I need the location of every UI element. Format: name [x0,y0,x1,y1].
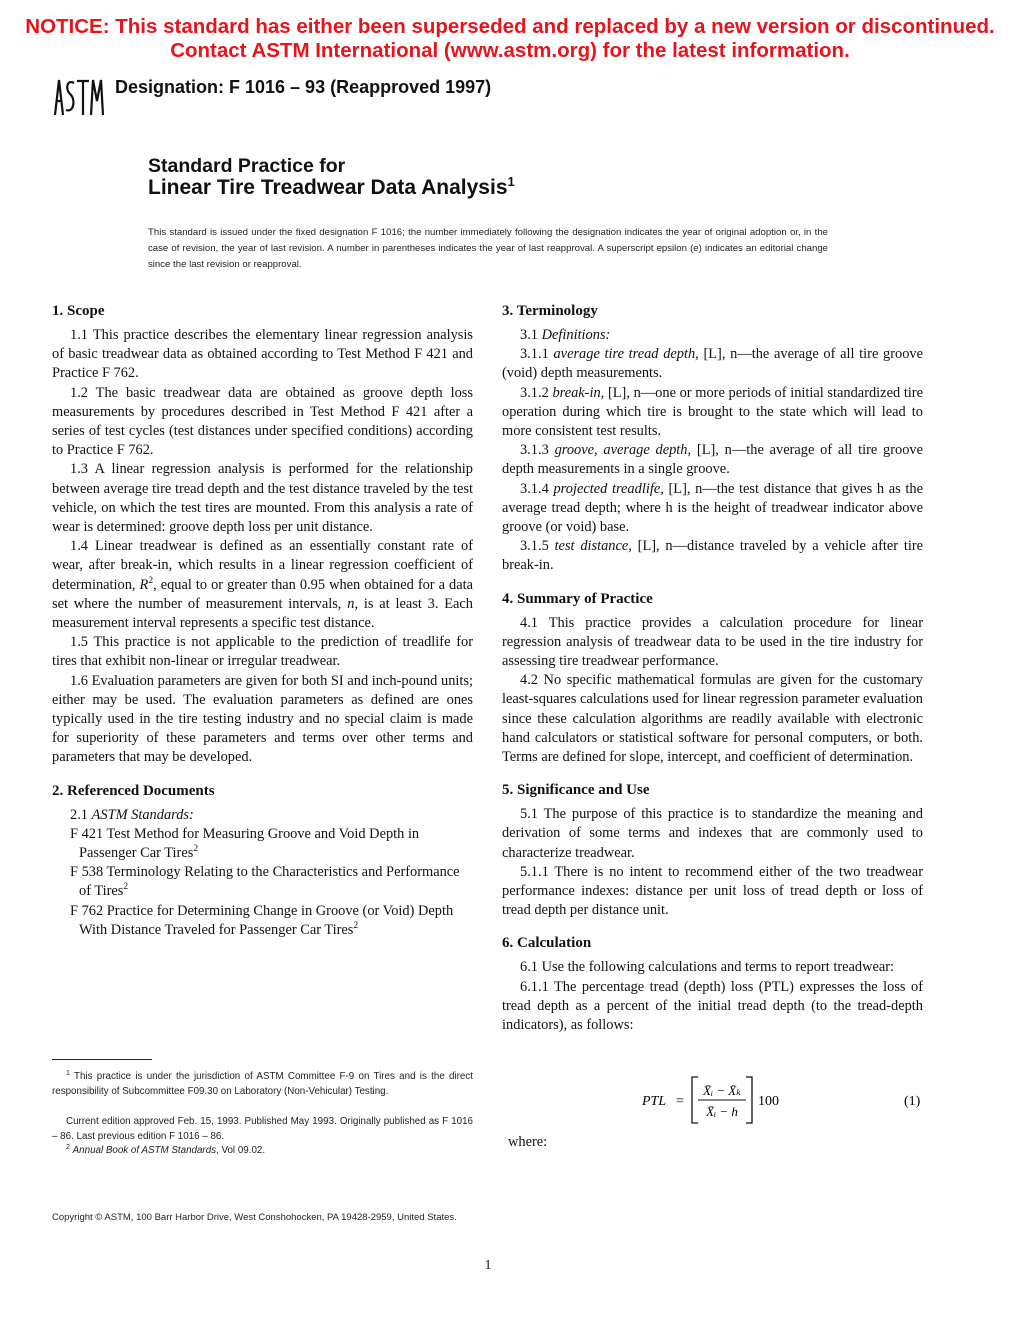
equation-number: (1) [904,1094,921,1109]
reference-item: F 762 Practice for Determining Change in Groove (or Void) Depth With Distance Traveled for Passenger Car Tires$^2$ [70,902,454,938]
section-heading: 3. Terminology [502,303,598,319]
where-label: where: [508,1134,548,1150]
notice-line-1: NOTICE: This standard has either been superseded and replaced by a new version or discontinued. [25,15,995,38]
footnote-1-edition: Current edition approved Feb. 15, 1993. Published May 1993. Originally published as F 1016 – 86. Last previous edition F 1016 – 86. [52,1116,473,1142]
title-text: Linear Tire Treadwear Data Analysis [148,176,508,199]
section-heading: 4. Summary of Practice [502,590,653,607]
definition-item: 3.1.5 test distance, [L], n—distance traveled by a vehicle after tire break-in. [502,538,923,574]
footnote-1: $^1$ This practice is under the jurisdiction of ASTM Committee F-9 on Tires and is the direct responsibility of Subcommittee F09.30 on Laboratory (Non-Vehicular) Testing. [52,1070,474,1097]
equation-lhs: PTL [642,1094,667,1109]
title-footnote-marker: 1 [507,174,515,189]
section-heading: 6. Calculation [502,935,592,952]
issued-note: This standard is issued under the fixed designation F 1016; the number immediately following the designation indicates the year of original adoption or, in the case of revision, the year of last revision. A number in parentheses indicates the year of last reapproval. A superscript epsilon (e) indicates an editorial change since the last revision or reapproval. [148,227,828,270]
paragraph: 6.1.1 The percentage tread (depth) loss (PTL) expresses the loss of tread depth as a percent of the initial tread depth (to the tread-depth indicators), as follows: [502,978,923,1034]
left-column [52,302,473,940]
definition-item: 3.1.4 projected treadlife, [L], n—the test distance that gives h as the average tread depth; where h is the height of treadwear indicator above groove (or void) base. [502,480,924,536]
designation: Designation: F 1016 – 93 (Reapproved 1997) [115,77,492,97]
astm-logo-icon [52,77,104,117]
equation-1 [502,1073,923,1127]
equation-equals: = [676,1094,684,1109]
equation-denominator: X̄ᵢ − h [706,1104,738,1119]
svg-text:ASTM: ASTM [78,99,81,100]
equation-left-bracket [692,1077,698,1123]
paragraph: 4.2 No specific mathematical formulas are given for the customary least-squares calculations used for linear regression parameter evaluation since these calculation algorithms are readily available with electronic hand calculators or statistical software for personal computers, or both. Terms are defined for slope, intercept, and coefficient of determination. [502,672,923,766]
paragraph: 4.1 This practice provides a calculation procedure for linear regression analysis of treadwear data to be used in the tire industry for assessing tire treadwear performance. [502,614,923,670]
footnote-2: $^2$ Annual Book of ASTM Standards, Vol 09.02. [66,1144,266,1156]
equation-factor: 100 [758,1094,779,1109]
definition-item: 3.1.1 average tire tread depth, [L], n—the average of all tire groove (void) depth measurements. [502,346,923,382]
equation-numerator: X̄ᵢ − X̄ₖ [703,1083,741,1098]
subsection-label: 2.1 ASTM Standards: [70,806,194,823]
paragraph: 1.5 This practice is not applicable to the prediction of treadlife for tires that exhibit non-linear or irregular treadwear. [52,634,473,670]
footnote-rule [52,1059,152,1060]
equation-right-bracket [746,1077,752,1123]
paragraph: 1.1 This practice describes the elementary linear regression analysis of basic treadwear data as obtained according to Test Method F 421 and Practice F 762. [52,327,473,382]
definition-item: 3.1.3 groove, average depth, [L], n—the average of all tire groove depth measurements in a single groove. [502,442,924,478]
paragraph: 6.1 Use the following calculations and terms to report treadwear: [520,959,895,976]
page-number: 1 [484,1258,492,1273]
definition-item: 3.1.2 break-in, [L], n—one or more periods of initial standardized tire operation during which tire is brought to the state which will lead to more consistent test results. [502,384,923,440]
paragraph: 1.3 A linear regression analysis is performed for the relationship between average tire tread depth and the test distance traveled by the test vehicle, on which the test tires are mounted. From this analysis a rate of wear is determined: groove depth loss per unit distance. [52,461,473,536]
title-line-1: Standard Practice for [148,155,346,177]
paragraph-1-4: 1.4 Linear treadwear is defined as an essentially constant rate of wear, after break-in, which results in a linear regression coefficient of determination, $R^2$, equal to or greater than 0.95 when obtained for a data set where the number of measurement intervals, n, is at least 3. Each measurement interval represents a specific test distance. [52,538,474,632]
section-heading: 1. Scope [52,303,105,319]
section-heading: 5. Significance and Use [502,782,650,799]
right-column [502,302,923,1035]
section-heading: 2. Referenced Documents [52,782,215,799]
reference-item: F 538 Terminology Relating to the Characteristics and Performance of Tires$^2$ [70,864,460,900]
title-line-2 [148,176,515,200]
reference-item: F 421 Test Method for Measuring Groove and Void Depth in Passenger Car Tires$^2$ [70,825,420,862]
paragraph: 1.2 The basic treadwear data are obtained as groove depth loss measurements by procedures described in Test Method F 421 after a series of test cycles (test distances under specified conditions) according to Practice F 762. [52,384,473,459]
notice-line-2: Contact ASTM International (www.astm.org) for the latest information. [170,39,850,62]
paragraph: 5.1.1 There is no intent to recommend either of the two treadwear performance indexes: distance per unit loss of tread depth or loss of tread depth per distance unit. [502,863,923,919]
copyright: Copyright © ASTM, 100 Barr Harbor Drive, West Conshohocken, PA 19428-2959, United States. [52,1212,457,1223]
paragraph: 1.6 Evaluation parameters are given for both SI and inch-pound units; either may be used. The evaluation parameters as defined are ones typically used in the tire testing industry and no special claim is made for superiority of these parameters and terms over other terms and parameters that may be developed. [52,672,473,766]
paragraph: 5.1 The purpose of this practice is to standardize the meaning and derivation of some terms and indexes that are commonly used to characterize treadwear. [502,806,923,861]
subsection-label: 3.1 Definitions: [520,327,611,343]
